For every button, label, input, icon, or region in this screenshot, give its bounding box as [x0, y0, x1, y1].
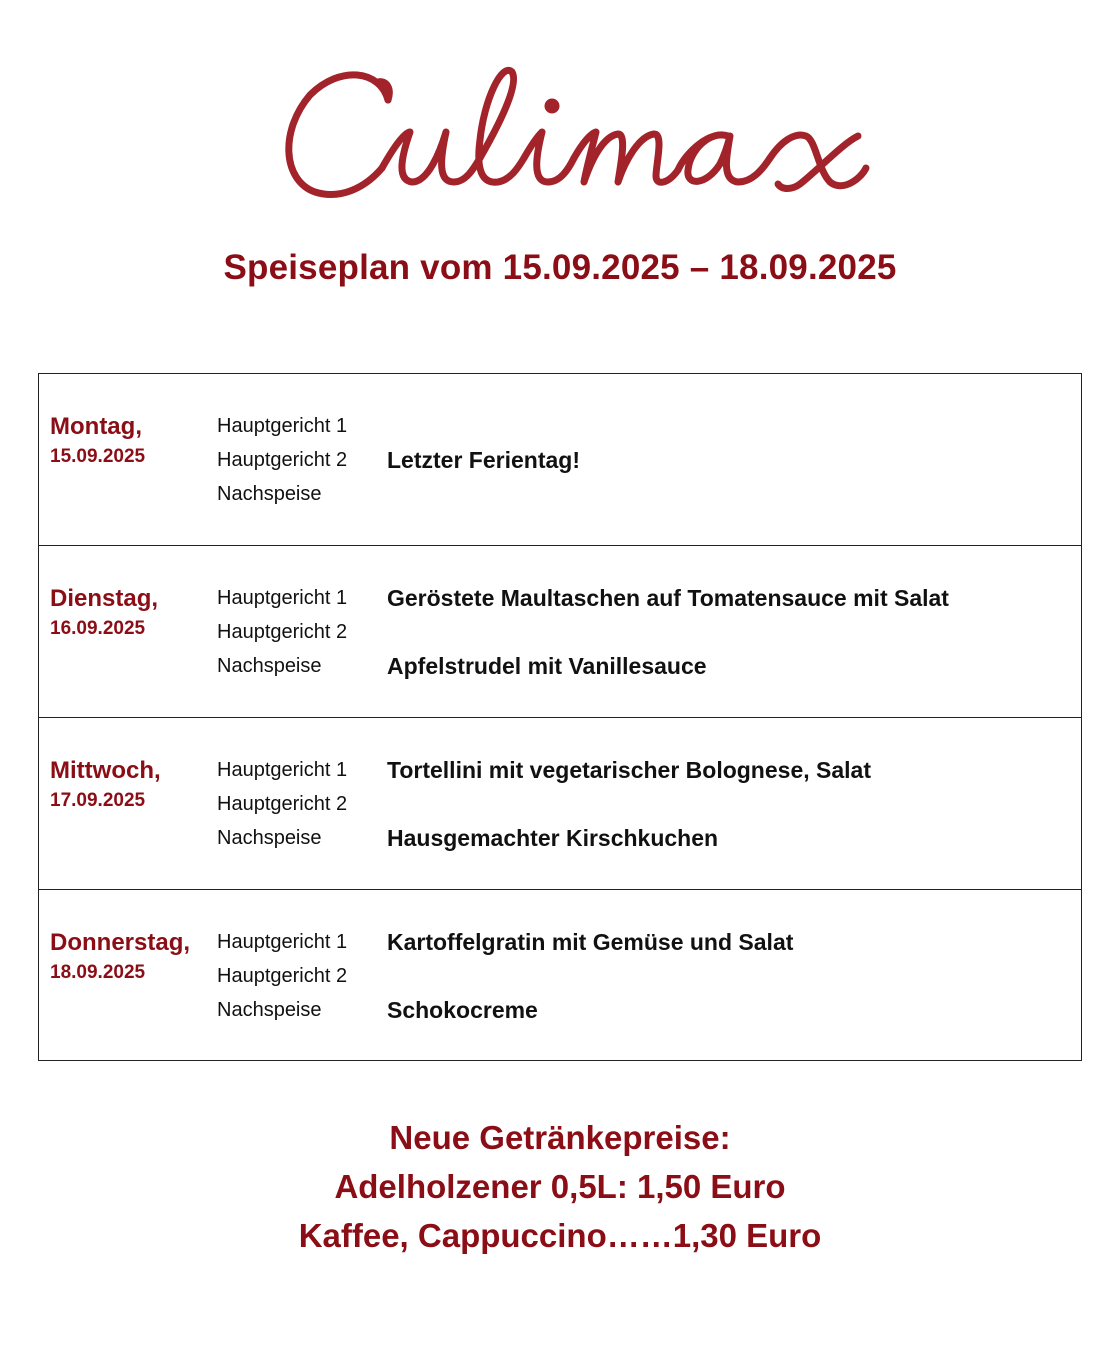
- course-labels: [217, 753, 387, 855]
- course-label-main-2: Hauptgericht 2: [217, 793, 348, 815]
- dishes: [387, 581, 1067, 683]
- day-cell: [50, 410, 210, 470]
- day-name: Dienstag,: [50, 585, 159, 612]
- dish-main-2: [387, 787, 1067, 821]
- menu-row-monday: [39, 374, 1081, 546]
- dish-main-1: Tortellini mit vegetarischer Bolognese, Salat: [387, 757, 871, 783]
- day-cell: [50, 582, 210, 642]
- culimax-logo: [270, 40, 880, 215]
- culimax-logo-script: [270, 40, 880, 215]
- dish-main-2: [387, 959, 1067, 993]
- dish-dessert: Apfelstrudel mit Vanillesauce: [387, 653, 707, 679]
- dish-main-1: Geröstete Maultaschen auf Tomatensauce mit Salat: [387, 585, 949, 611]
- dish-dessert: Schokocreme: [387, 997, 538, 1023]
- course-label-dessert: Nachspeise: [217, 999, 322, 1021]
- day-name: Donnerstag,: [50, 929, 191, 956]
- course-labels: [217, 581, 387, 683]
- course-labels: [217, 925, 387, 1027]
- page-title: Speiseplan vom 15.09.2025 – 18.09.2025: [223, 248, 897, 287]
- course-label-main-1: Hauptgericht 1: [217, 415, 348, 437]
- dish-main-1: Kartoffelgratin mit Gemüse und Salat: [387, 929, 794, 955]
- day-date: 16.09.2025: [50, 618, 146, 639]
- notice-water-price: Adelholzener 0,5L: 1,50 Euro: [334, 1168, 786, 1205]
- day-date: 17.09.2025: [50, 790, 146, 811]
- course-label-main-1: Hauptgericht 1: [217, 759, 348, 781]
- menu-table: [38, 373, 1082, 1061]
- day-date: 18.09.2025: [50, 962, 146, 983]
- day-cell: [50, 926, 210, 986]
- dishes: [387, 753, 1067, 855]
- dish-dessert: Hausgemachter Kirschkuchen: [387, 825, 719, 851]
- day-name: Montag,: [50, 413, 142, 440]
- menu-row-thursday: [39, 890, 1081, 1060]
- day-name: Mittwoch,: [50, 757, 161, 784]
- day-date: 15.09.2025: [50, 446, 146, 467]
- dish-main-1: [387, 409, 1067, 443]
- notice-coffee-price: Kaffee, Cappuccino……1,30 Euro: [298, 1217, 822, 1254]
- course-label-main-1: Hauptgericht 1: [217, 587, 348, 609]
- notice-heading: Neue Getränkepreise:: [389, 1119, 731, 1156]
- course-label-main-2: Hauptgericht 2: [217, 621, 348, 643]
- course-label-main-2: Hauptgericht 2: [217, 449, 348, 471]
- dishes: [387, 925, 1067, 1027]
- course-label-main-1: Hauptgericht 1: [217, 931, 348, 953]
- menu-row-tuesday: [39, 546, 1081, 718]
- course-labels: [217, 409, 387, 511]
- dish-dessert: [387, 477, 1067, 511]
- course-label-main-2: Hauptgericht 2: [217, 965, 348, 987]
- menu-row-wednesday: [39, 718, 1081, 890]
- dish-main-2: Letzter Ferientag!: [387, 447, 580, 473]
- drink-price-notice: [0, 1113, 1120, 1260]
- dish-main-2: [387, 615, 1067, 649]
- course-label-dessert: Nachspeise: [217, 655, 322, 677]
- dishes: [387, 409, 1067, 511]
- course-label-dessert: Nachspeise: [217, 827, 322, 849]
- day-cell: [50, 754, 210, 814]
- course-label-dessert: Nachspeise: [217, 483, 322, 505]
